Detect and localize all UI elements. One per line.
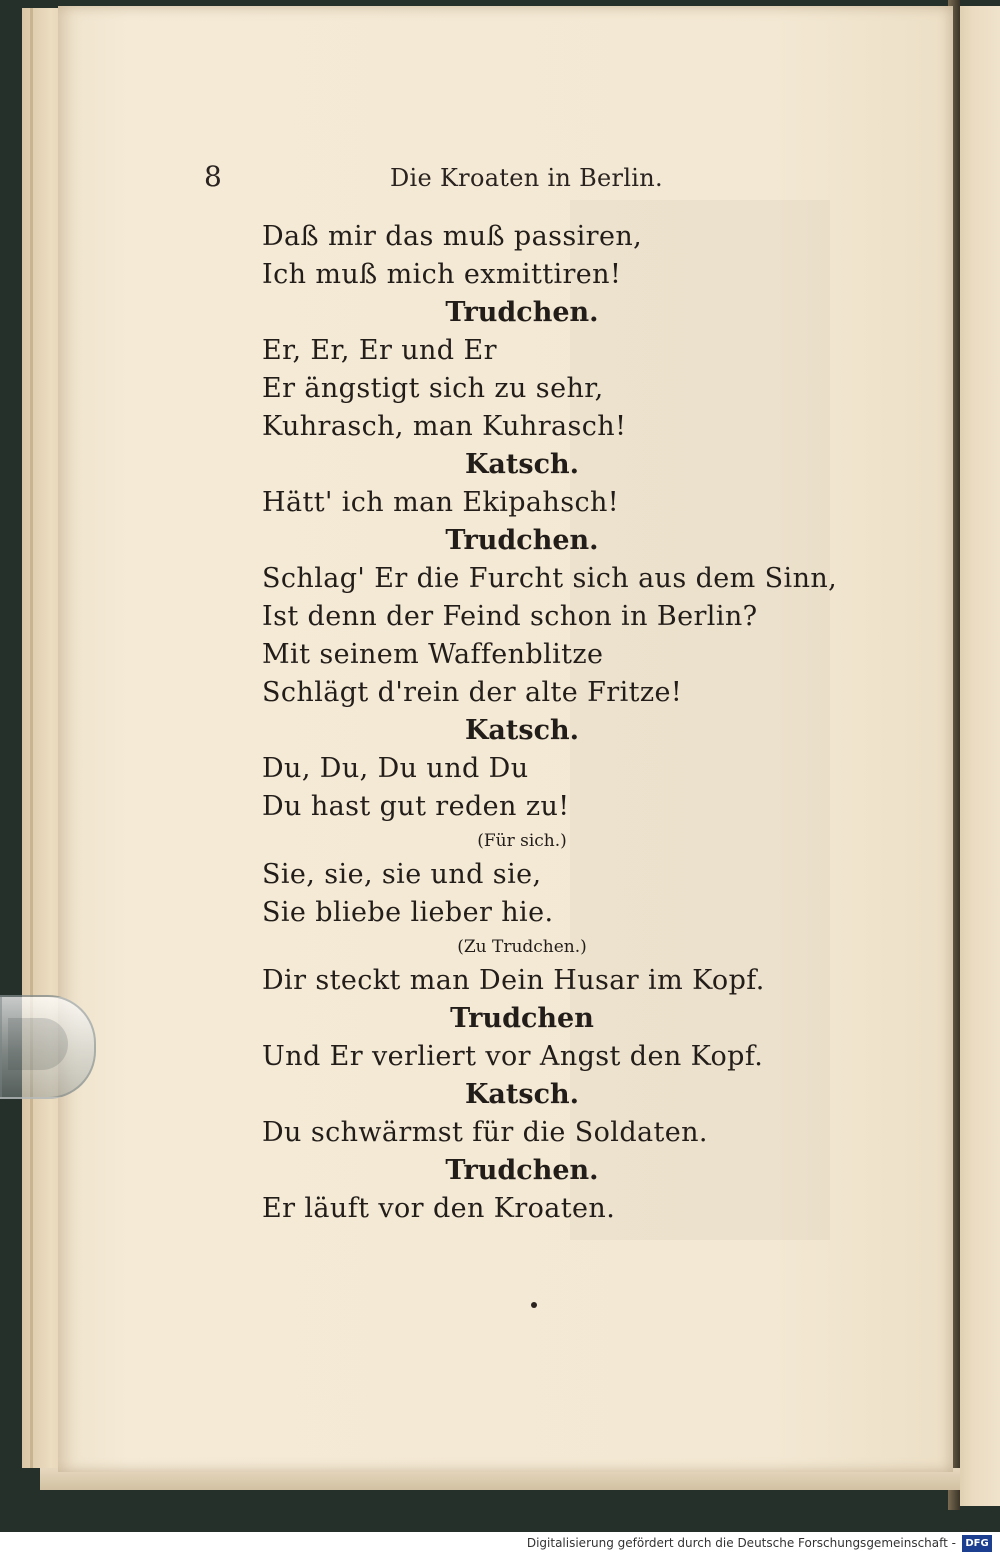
verse-line: Er läuft vor den Kroaten. [262,1193,616,1224]
verse-line: Schlag' Er die Furcht sich aus dem Sinn, [262,563,838,594]
credit-text: Digitalisierung gefördert durch die Deutsche Forschungsgemeinschaft - [526,1536,956,1550]
speaker-heading: Trudchen [450,1003,594,1034]
stage-direction: (Für sich.) [477,831,567,851]
credit-bar [0,1532,1000,1556]
verse-line: Ich muß mich exmittiren! [262,259,622,290]
verse-line: Kuhrasch, man Kuhrasch! [262,411,627,442]
verse-line: Du schwärmst für die Soldaten. [262,1117,708,1148]
stage-direction: (Zu Trudchen.) [457,937,587,957]
verse-line: Dir steckt man Dein Husar im Kopf. [262,965,765,996]
facing-page-edge [954,6,1000,1506]
verse-line: Sie, sie, sie und sie, [262,859,542,890]
verse-line: Du hast gut reden zu! [262,791,570,822]
ink-dot [531,1302,537,1308]
verse-line: Mit seinem Waffenblitze [262,639,604,670]
verse-line: Hätt' ich man Ekipahsch! [262,487,620,518]
speaker-heading: Trudchen. [445,297,599,328]
verse-line: Ist denn der Feind schon in Berlin? [262,601,758,632]
verse-line: Und Er verliert vor Angst den Kopf. [262,1041,764,1072]
play-text [262,218,838,1228]
verse-line: Sie bliebe lieber hie. [262,897,554,928]
running-title: Die Kroaten in Berlin. [390,164,663,192]
running-head [204,160,663,200]
verse-line: Du, Du, Du und Du [262,753,529,784]
page-number: 8 [204,160,222,193]
speaker-heading: Trudchen. [445,1155,599,1186]
speaker-heading: Katsch. [464,1079,580,1110]
verse-line: Er ängstigt sich zu sehr, [262,373,604,404]
speaker-heading: Katsch. [464,449,580,480]
verse-line: Daß mir das muß passiren, [262,221,643,252]
verse-line: Er, Er, Er und Er [262,335,497,366]
speaker-heading: Katsch. [464,715,580,746]
verse-line: Schlägt d'rein der alte Fritze! [262,677,683,708]
dfg-logo: DFG [962,1535,992,1552]
cover-crease [30,8,33,1468]
page-clip-cutout [8,1018,68,1070]
speaker-heading: Trudchen. [445,525,599,556]
